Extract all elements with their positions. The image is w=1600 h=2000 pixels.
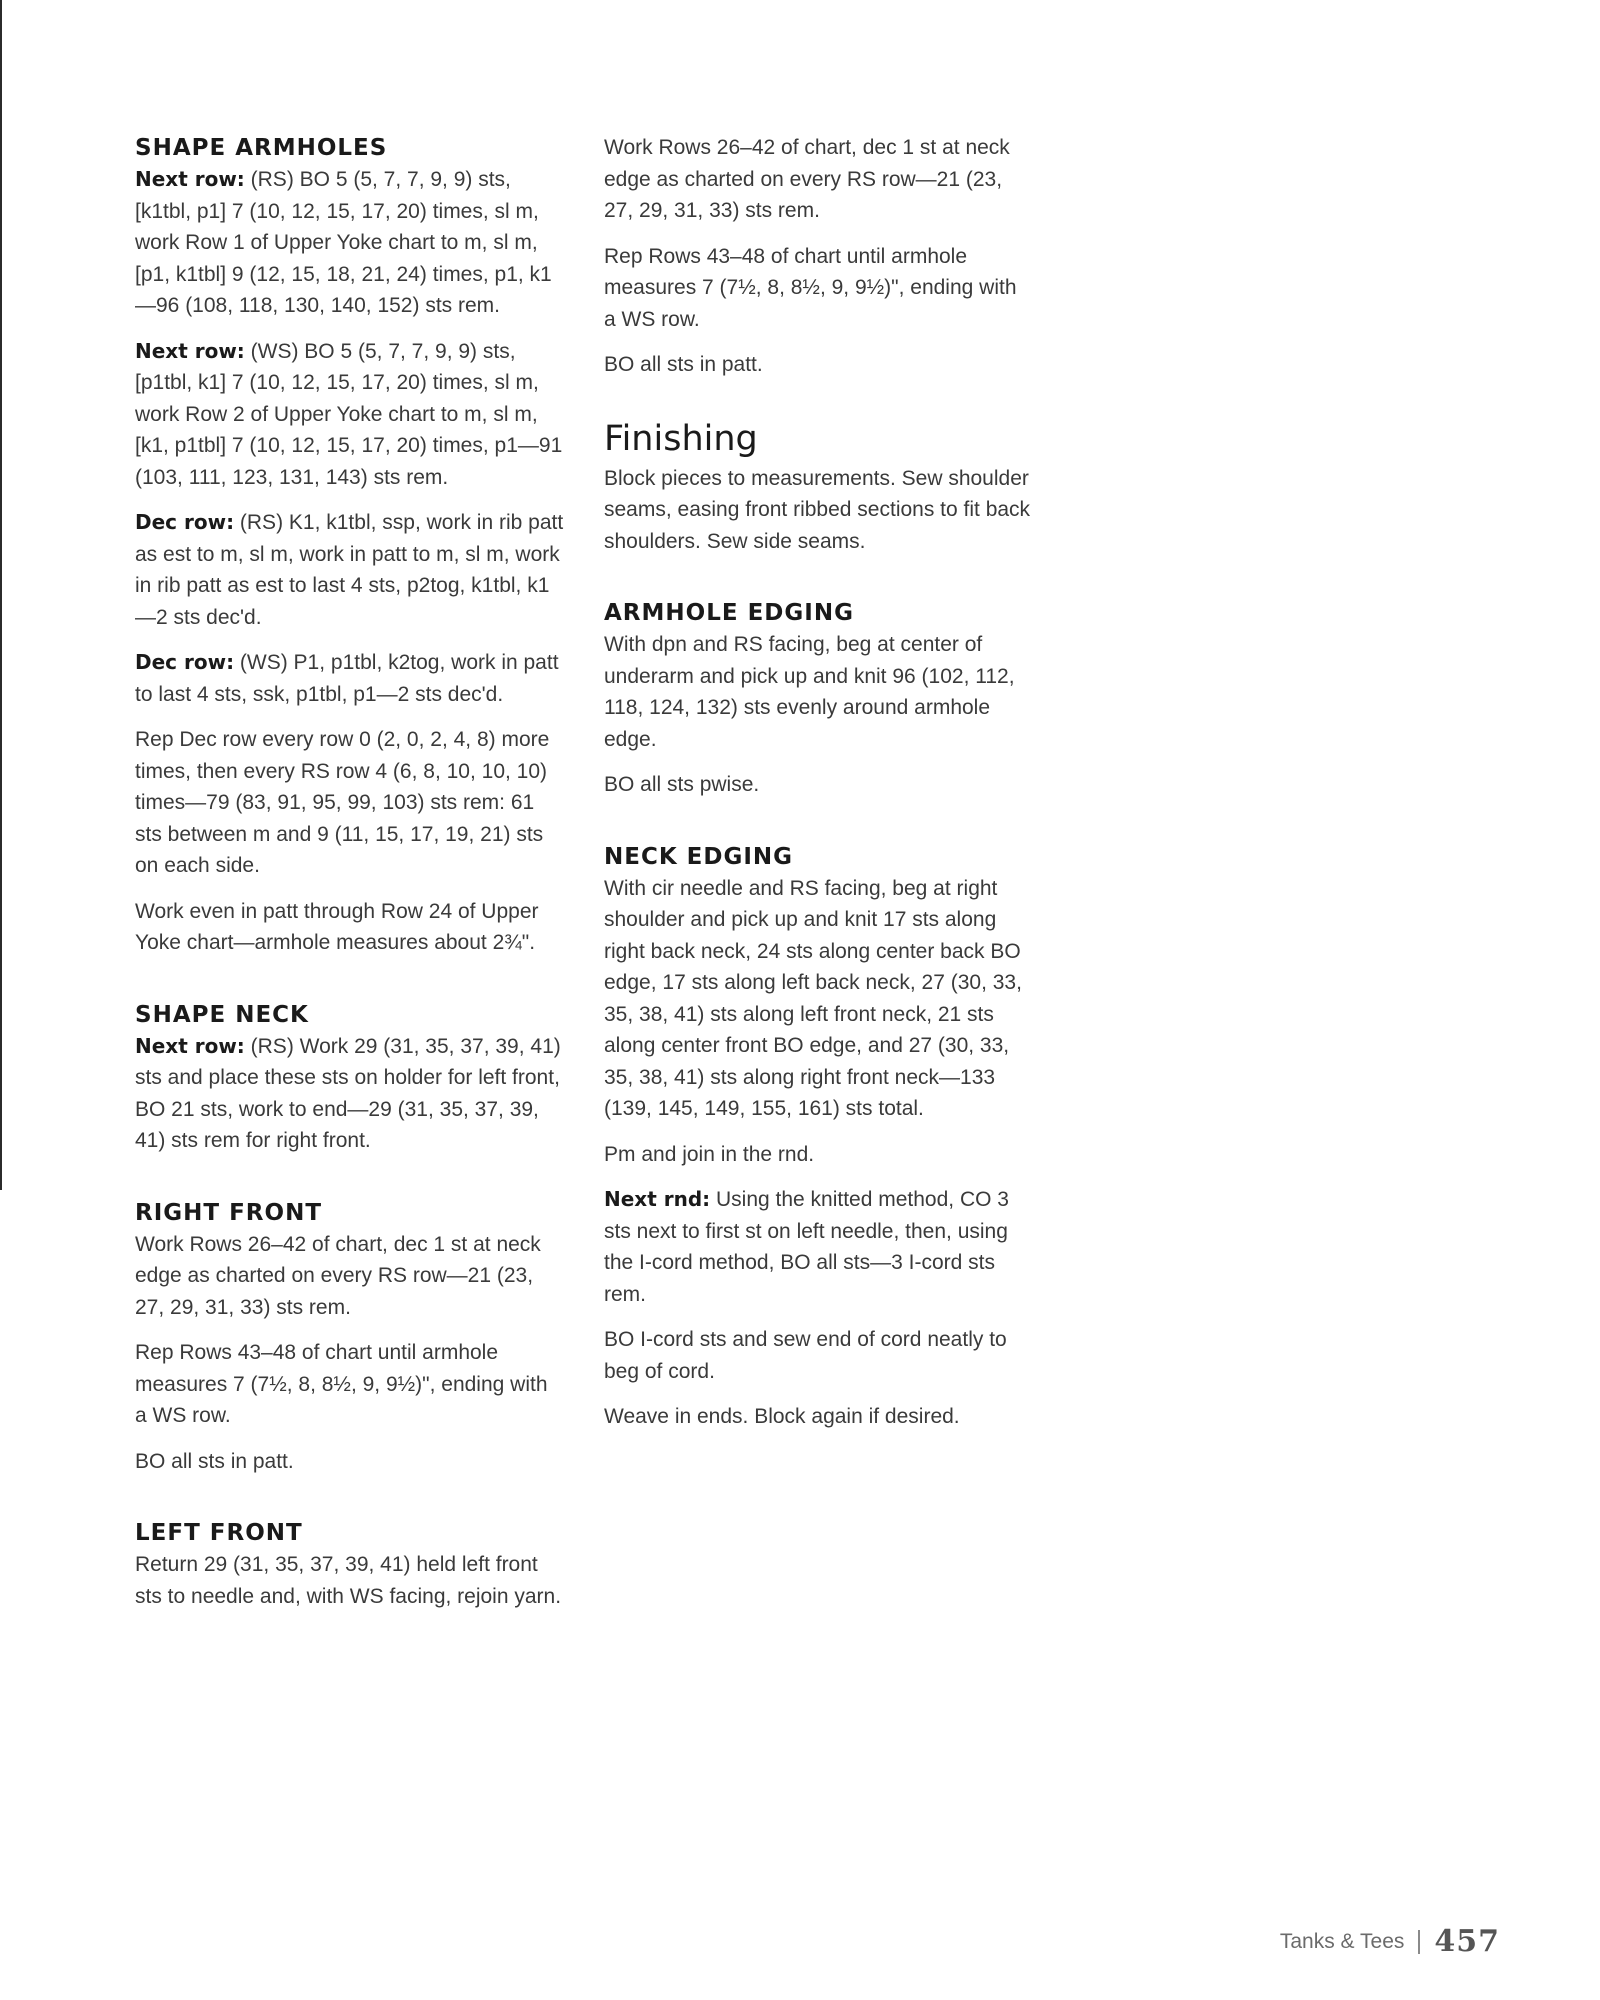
paragraph: Rep Dec row every row 0 (2, 0, 2, 4, 8) more times, then every RS row 4 (6, 8, 10, 10, 10) times—79 (83, 91, 95, 99, 103) sts rem: 61 sts between m and 9 (11, 15, 17, 19, 21) sts on each side. (135, 728, 550, 877)
paragraph: BO all sts in patt. (135, 1449, 294, 1473)
paragraph: Block pieces to measurements. Sew shoulder seams, easing front ribbed sections to fit back shoulders. Sew side seams. (604, 466, 1031, 553)
paragraph: BO all sts pwise. (604, 773, 760, 796)
section-left-front-continued (604, 132, 1034, 381)
running-footer-title: Tanks & Tees (1279, 1929, 1405, 1953)
heading-shape-neck: SHAPE NECK (135, 1001, 309, 1028)
section-shape-armholes (135, 132, 565, 959)
paragraph: Dec row: (RS) K1, k1tbl, ssp, work in rib patt as est to m, sl m, work in patt to m, sl m, work in rib patt as est to last 4 sts, p2tog, k1tbl, k1—2 sts dec'd. (135, 510, 564, 629)
paragraph: Work even in patt through Row 24 of Upper Yoke chart—armhole measures about 2¾". (135, 899, 539, 954)
run-in-label: Next row: (135, 167, 245, 191)
heading-shape-armholes: SHAPE ARMHOLES (135, 135, 388, 161)
run-in-label: Next rnd: (604, 1187, 711, 1211)
paragraph: Pm and join in the rnd. (604, 1142, 815, 1166)
footer-divider (1418, 1930, 1420, 1954)
page-footer (1280, 1924, 1500, 1959)
page-number: 457 (1434, 1924, 1500, 1959)
section-shape-neck (135, 999, 565, 1157)
paragraph: Rep Rows 43–48 of chart until armhole measures 7 (7½, 8, 8½, 9, 9½)", ending with a WS row. (604, 244, 1017, 331)
paragraph: Rep Rows 43–48 of chart until armhole measures 7 (7½, 8, 8½, 9, 9½)", ending with a WS row. (135, 1341, 548, 1427)
heading-left-front: LEFT FRONT (135, 1520, 303, 1546)
paragraph: Return 29 (31, 35, 37, 39, 41) held left front sts to needle and, with WS facing, rejoin yarn. (135, 1553, 562, 1608)
page-edge-line (0, 0, 2, 1190)
section-neck-edging (604, 841, 1034, 1433)
section-right-front (135, 1197, 565, 1478)
run-in-label: Next row: (135, 1033, 245, 1058)
paragraph: Next row: (WS) BO 5 (5, 7, 7, 9, 9) sts, [p1tbl, k1] 7 (10, 12, 15, 17, 20) times, sl m, work Row 2 of Upper Yoke chart to m, sl m, [k1, p1tbl] 7 (10, 12, 15, 17, 20) times, p1—91 (103, 111, 123, 131, 143) sts rem. (135, 338, 563, 489)
paragraph: Next rnd: Using the knitted method, CO 3 sts next to first st on left needle, then, using the I-cord method, BO all sts—3 I-cord sts rem. (604, 1187, 1009, 1306)
run-in-label: Next row: (135, 338, 245, 363)
paragraph: Next row: (RS) BO 5 (5, 7, 7, 9, 9) sts, [k1tbl, p1] 7 (10, 12, 15, 17, 20) times, sl m, work Row 1 of Upper Yoke chart to m, sl m, [p1, k1tbl] 9 (12, 15, 18, 21, 24) times, p1, k1—96 (108, 118, 130, 140, 152) sts rem. (135, 167, 552, 317)
right-column (604, 132, 1034, 1473)
paragraph: With cir needle and RS facing, beg at right shoulder and pick up and knit 17 sts along right back neck, 24 sts along center back BO edge, 17 sts along left back neck, 27 (30, 33, 35, 38, 41) sts along left front neck, 21 sts along center front BO edge, and 27 (30, 33, 35, 38, 41) sts along right front neck—133 (139, 145, 149, 155, 161) sts total. (604, 876, 1022, 1120)
paragraph: Work Rows 26–42 of chart, dec 1 st at neck edge as charted on every RS row—21 (23, 27, 29, 31, 33) sts rem. (604, 136, 1010, 222)
section-armhole-edging (604, 597, 1034, 801)
section-finishing (604, 417, 1034, 558)
paragraph: Work Rows 26–42 of chart, dec 1 st at neck edge as charted on every RS row—21 (23, 27, 29, 31, 33) sts rem. (135, 1232, 541, 1319)
heading-armhole-edging: ARMHOLE EDGING (604, 600, 854, 626)
heading-neck-edging: NECK EDGING (604, 843, 794, 870)
left-column (135, 132, 565, 1652)
paragraph: BO all sts in patt. (604, 353, 763, 376)
paragraph: Weave in ends. Block again if desired. (604, 1405, 960, 1428)
paragraph: With dpn and RS facing, beg at center of underarm and pick up and knit 96 (102, 112, 118, 124, 132) sts evenly around armhole edge. (604, 633, 1015, 751)
paragraph: Dec row: (WS) P1, p1tbl, k2tog, work in patt to last 4 sts, ssk, p1tbl, p1—2 sts dec'd. (135, 650, 559, 706)
paragraph: Next row: (RS) Work 29 (31, 35, 37, 39, 41) sts and place these sts on holder for left front, BO 21 sts, work to end—29 (31, 35, 37, 39, 41) sts rem for right front. (135, 1033, 561, 1152)
heading-finishing: Finishing (604, 418, 758, 459)
run-in-label: Dec row: (135, 510, 235, 534)
section-left-front (135, 1517, 565, 1612)
run-in-label: Dec row: (135, 650, 235, 674)
paragraph: BO I-cord sts and sew end of cord neatly to beg of cord. (604, 1328, 1007, 1383)
heading-right-front: RIGHT FRONT (135, 1199, 323, 1226)
